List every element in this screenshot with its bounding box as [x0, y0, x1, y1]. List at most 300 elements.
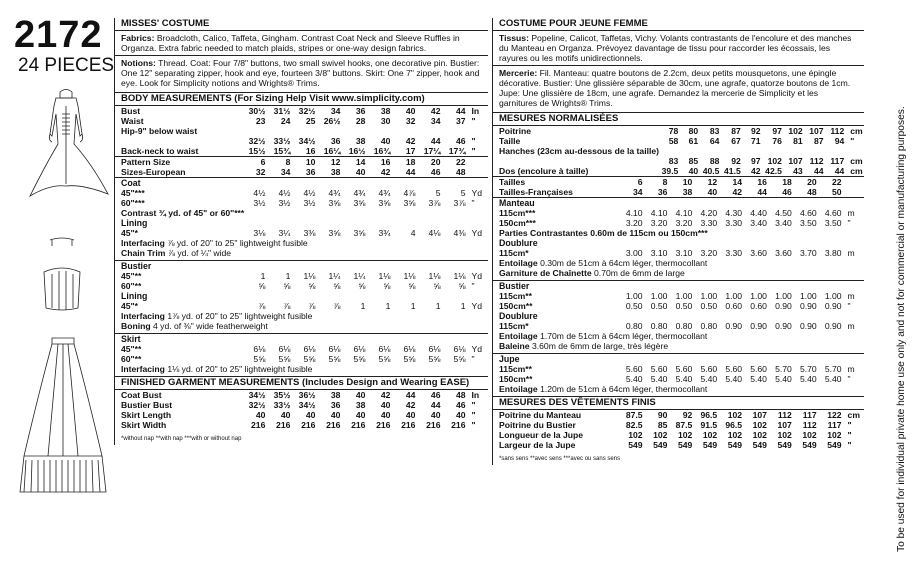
cell-value: 92 — [682, 410, 693, 420]
cell-value: 1.00 — [824, 291, 842, 301]
table-row — [115, 136, 488, 146]
cell-value: 5⅝ — [303, 354, 316, 364]
coat-sketch — [22, 84, 110, 204]
cell-value: 34 — [632, 187, 643, 197]
cell-value: 92 — [751, 126, 761, 136]
cell-value: ⅝ — [408, 281, 416, 291]
unit: " — [847, 440, 852, 450]
bustier-lining-title: Lining — [121, 291, 148, 301]
cell-value: 3.40 — [750, 218, 767, 228]
table-row — [493, 410, 864, 420]
table-row — [115, 390, 488, 400]
table-row — [115, 281, 488, 291]
fabrics-text: Broadcloth, Calico, Taffeta, Gingham. Contrast Coat Neck and Sleeve Ruffles in Organza. Extra fabric needed to match plaids, stripes or one-way design fabrics. — [121, 33, 460, 53]
cell-value: 4.60 — [799, 208, 817, 218]
cell-value: 216 — [426, 420, 441, 430]
cell-value: 112 — [830, 126, 845, 136]
cell-value: 92 — [731, 156, 741, 166]
cell-value: 1.00 — [775, 291, 792, 301]
unit: " — [471, 198, 475, 208]
table-row — [493, 301, 864, 311]
unit: " — [471, 420, 476, 430]
cell-value: 40 — [305, 410, 316, 420]
english-title: MISSES' COSTUME — [115, 18, 488, 31]
cell-value — [317, 126, 342, 136]
unit: m — [847, 208, 855, 218]
cell-value: 0.80 — [625, 321, 643, 331]
unit: " — [847, 430, 852, 440]
cell-value: 5.60 — [725, 364, 743, 374]
cell-value: 549 — [653, 440, 668, 450]
unit: m — [847, 291, 855, 301]
cell-value: 5.60 — [650, 364, 668, 374]
skirt-sketch — [18, 336, 108, 496]
row-label: Poitrine — [499, 126, 531, 136]
row-label: Back-neck to waist — [121, 146, 199, 156]
cell-value: 18 — [782, 177, 792, 187]
cell-value: 102 — [628, 430, 643, 440]
cell-value: 1.00 — [650, 291, 668, 301]
row-label: Bust — [121, 106, 141, 116]
table-row — [115, 301, 488, 311]
cell-value — [392, 126, 417, 136]
cell-value: 4¾ — [353, 188, 366, 198]
cell-value — [267, 126, 292, 136]
cell-value: 3.10 — [675, 248, 693, 258]
unit: In — [471, 390, 480, 400]
cell-value: 0.90 — [799, 301, 817, 311]
cell-value: 6⅛ — [403, 344, 416, 354]
cell-value: 30½ — [248, 106, 266, 116]
row-label: 45"* — [121, 228, 138, 238]
table-row — [115, 400, 488, 410]
unit: " — [850, 136, 855, 146]
cell-value: ⅝ — [383, 281, 391, 291]
english-finished-header: FINISHED GARMENT MEASUREMENTS (Includes Design and Wearing EASE) — [115, 376, 488, 390]
bustier-title-fr: Bustier — [499, 281, 530, 291]
cell-value: 117 — [827, 420, 842, 430]
cell-value: 40 — [405, 106, 416, 116]
cell-value: 1.00 — [725, 291, 743, 301]
row-label: 115cm** — [499, 364, 532, 374]
cell-value: 20 — [430, 157, 441, 167]
cell-value: 4.10 — [650, 208, 668, 218]
bustier-interfacing-fr: Entoilage 1.70m de 51cm à 64cm léger, thermocollant — [499, 331, 708, 341]
cell-value: 112 — [802, 420, 817, 430]
cell-value: 3⅞ — [453, 198, 466, 208]
boning: Boning 4 yd. of ⅜" wide featherweight — [121, 321, 268, 331]
cell-value: ⅞ — [258, 301, 266, 311]
french-footnote: *sans sens **avec sens ***avec ou sans sens — [499, 456, 621, 462]
cell-value: 87 — [813, 136, 824, 146]
cell-value: 44 — [834, 166, 845, 176]
table-row — [115, 344, 488, 354]
bustier-sketch — [32, 236, 92, 316]
cell-value: 97 — [751, 156, 761, 166]
cell-value: 16 — [305, 146, 316, 156]
cell-value: 40 — [355, 390, 366, 400]
cell-value: 40 — [280, 410, 291, 420]
cell-value: 94 — [834, 136, 845, 146]
table-row — [493, 146, 864, 156]
unit: cm — [850, 166, 863, 176]
unit — [846, 146, 864, 156]
unit — [468, 167, 489, 177]
cell-value: 48 — [455, 167, 466, 177]
cell-value: 32½ — [248, 136, 266, 146]
cell-value: 1 — [285, 271, 291, 281]
cell-value: 4.50 — [775, 208, 792, 218]
cell-value: 40 — [355, 410, 366, 420]
cell-value: 1⅛ — [453, 271, 466, 281]
bustier-interfacing: Interfacing 1⅞ yd. of 20" to 25" lightweight fusible — [121, 311, 313, 321]
cell-value: 0.90 — [775, 301, 792, 311]
manteau-interfacing: Entoilage 0.30m de 51cm à 64cm léger, thermocollant — [499, 258, 708, 268]
cell-value: 88 — [709, 156, 720, 166]
row-label: Hanches (23cm au-dessous de la taille) — [499, 146, 659, 156]
cell-value: 216 — [251, 420, 266, 430]
cell-value: 85 — [657, 420, 668, 430]
cell-value: 20 — [807, 177, 817, 187]
cell-value: 46 — [430, 167, 441, 177]
cell-value: 14 — [355, 157, 366, 167]
cell-value: 42 — [430, 106, 441, 116]
cell-value: 43 — [793, 166, 803, 176]
cell-value: 40 — [330, 410, 341, 420]
usage-disclaimer-text: To be used for individual private home use only and not for commercial or manufacturing purposes. — [896, 106, 907, 552]
row-label: Poitrine du Bustier — [499, 420, 576, 430]
cell-value: 44 — [430, 400, 441, 410]
cell-value: ⅝ — [283, 281, 291, 291]
cell-value — [342, 126, 367, 136]
cell-value: 32 — [405, 116, 416, 126]
chain-trim: Chain Trim ⅞ yd. of ¼" wide — [121, 248, 232, 258]
cell-value: 5⅝ — [278, 354, 291, 364]
boning-fr: Baleine 3.60m de 6mm de large, très légère — [499, 341, 669, 351]
table-row — [115, 146, 488, 156]
pieces-count: 24 PIECES — [18, 55, 115, 76]
cell-value: 216 — [401, 420, 416, 430]
cell-value: 5.60 — [675, 364, 693, 374]
cell-value: 34½ — [298, 136, 316, 146]
cell-value: 15¾ — [273, 146, 291, 156]
cell-value: 3⅝ — [328, 198, 341, 208]
row-label: Skirt Length — [121, 410, 172, 420]
notions-label: Notions: — [121, 58, 156, 68]
cell-value: 81 — [793, 136, 803, 146]
cell-value: 1 — [410, 301, 416, 311]
unit: Yd — [471, 228, 483, 238]
cell-value: 102 — [788, 126, 803, 136]
row-label: Dos (encolure à taille) — [499, 166, 589, 176]
unit: Yd — [471, 301, 483, 311]
cell-value: 30 — [380, 116, 391, 126]
cell-value: 1.00 — [700, 291, 718, 301]
cell-value: 36 — [355, 106, 366, 116]
cell-value: 122 — [827, 410, 842, 420]
cell-value: 38 — [682, 187, 693, 197]
cell-value: 41.5 — [724, 166, 741, 176]
cell-value: 5⅝ — [253, 354, 266, 364]
cell-value: 12 — [707, 177, 718, 187]
cell-value: 4½ — [253, 188, 266, 198]
cell-value: 42 — [405, 136, 416, 146]
cell-value: 16¾ — [373, 146, 391, 156]
cell-value: 102 — [752, 430, 767, 440]
table-row — [115, 106, 488, 116]
cell-value: 3½ — [253, 198, 266, 208]
cell-value: 28 — [355, 116, 366, 126]
unit: m — [847, 248, 855, 258]
cell-value: 3.20 — [625, 218, 643, 228]
cell-value: 216 — [301, 420, 316, 430]
cell-value: 0.90 — [824, 321, 842, 331]
cell-value: 46 — [455, 400, 466, 410]
cell-value: 23 — [255, 116, 266, 126]
unit — [468, 126, 489, 136]
unit: Yd — [471, 188, 483, 198]
cell-value: 107 — [777, 420, 792, 430]
english-body-header: BODY MEASUREMENTS (For Sizing Help Visit www.simplicity.com) — [115, 92, 488, 106]
cell-value: 58 — [668, 136, 679, 146]
usage-disclaimer — [882, 12, 907, 572]
cell-value: 5.40 — [625, 374, 643, 384]
cell-value: 5.70 — [799, 364, 817, 374]
row-label: Pattern Size — [121, 157, 171, 167]
cell-value: 32½ — [298, 106, 316, 116]
cell-value: 26½ — [323, 116, 341, 126]
manteau-lining-title: Doublure — [499, 238, 538, 248]
bustier-title: Bustier — [121, 261, 152, 271]
cell-value: 549 — [702, 440, 718, 450]
cell-value: 5⅝ — [428, 354, 441, 364]
cell-value: 3⅝ — [403, 198, 416, 208]
french-coat-lining-table — [493, 248, 864, 258]
cell-value: 216 — [351, 420, 366, 430]
cell-value: 39.5 — [661, 166, 679, 176]
cell-value — [292, 126, 317, 136]
cell-value: 16½ — [348, 146, 366, 156]
cell-value: 0.80 — [700, 321, 718, 331]
english-bustier-table — [115, 271, 488, 291]
cell-value: 61 — [688, 136, 699, 146]
row-label: Poitrine du Manteau — [499, 410, 582, 420]
cell-value: 4.20 — [700, 208, 718, 218]
coat-lining-title: Lining — [121, 218, 148, 228]
unit: " — [471, 146, 476, 156]
pattern-number: 2172 — [14, 14, 103, 56]
row-label: Waist — [121, 116, 144, 126]
cell-value: 40 — [380, 410, 391, 420]
cell-value: 40 — [405, 410, 416, 420]
cell-value: 102 — [827, 430, 842, 440]
fabrics-text-fr: Popeline, Calicot, Taffetas, Vichy. Volants contrastants de l'encolure et des manches du Manteau en Organza. Prévoyez davantage de tissu pour raccorder les écossais, les rayures ou les motifs unidirectionnels. — [499, 33, 852, 63]
cell-value: 549 — [677, 440, 693, 450]
cell-value: 102 — [727, 430, 743, 440]
cell-value: 0.90 — [799, 321, 817, 331]
jupe-interfacing: Entoilage 1.20m de 51cm à 64cm léger, thermocollant — [499, 384, 708, 394]
cell-value: 6⅛ — [453, 344, 466, 354]
cell-value: 40 — [255, 410, 266, 420]
row-label — [115, 136, 242, 146]
fabrics-label-fr: Tissus: — [499, 33, 529, 43]
table-row — [493, 248, 864, 258]
unit — [844, 187, 864, 197]
cell-value: ⅝ — [458, 281, 466, 291]
cell-value: 5 — [435, 188, 441, 198]
cell-value: 5.40 — [700, 374, 718, 384]
cell-value: 0.90 — [824, 301, 842, 311]
table-row — [115, 188, 488, 198]
cell-value: 5.60 — [625, 364, 643, 374]
cell-value: 102 — [702, 430, 718, 440]
table-row — [115, 420, 488, 430]
cell-value: 102 — [727, 410, 743, 420]
table-row — [493, 364, 864, 374]
cell-value: 38 — [355, 136, 366, 146]
cell-value: 216 — [451, 420, 466, 430]
cell-value: 0.90 — [775, 321, 792, 331]
cell-value: 3.20 — [650, 218, 668, 228]
cell-value: 3.60 — [750, 248, 767, 258]
cell-value: 4.40 — [750, 208, 767, 218]
cell-value: 40 — [380, 136, 391, 146]
unit: " — [471, 136, 476, 146]
cell-value: 37 — [455, 116, 466, 126]
cell-value: 83 — [668, 156, 679, 166]
cell-value: 25 — [305, 116, 316, 126]
bustier-lining-title-fr: Doublure — [499, 311, 538, 321]
cell-value: 38 — [330, 167, 341, 177]
cell-value: 36 — [305, 167, 316, 177]
cell-value: 0.60 — [750, 301, 767, 311]
row-label: Largeur de la Jupe — [499, 440, 576, 450]
manteau-contrast: Parties Contrastantes 0.60m de 115cm ou 150cm*** — [499, 228, 708, 238]
cell-value: 3.50 — [824, 218, 842, 228]
cell-value: 14 — [732, 177, 743, 187]
cell-value: 1¼ — [353, 271, 366, 281]
cell-value: ⅝ — [333, 281, 341, 291]
table-row — [115, 167, 488, 177]
cell-value — [826, 146, 847, 156]
cell-value: 50 — [831, 187, 842, 197]
cell-value: 107 — [809, 126, 824, 136]
coat-title: Coat — [121, 178, 141, 188]
french-notions — [493, 65, 864, 110]
cell-value: 10 — [682, 177, 693, 187]
cell-value: 5.40 — [750, 374, 767, 384]
cell-value: ⅝ — [258, 281, 266, 291]
row-label: 150cm** — [499, 301, 533, 311]
cell-value: 0.50 — [700, 301, 718, 311]
cell-value — [700, 146, 721, 156]
table-row — [115, 354, 488, 364]
cell-value: 42 — [751, 166, 761, 176]
english-notions — [115, 55, 488, 90]
cell-value: 44 — [455, 106, 466, 116]
table-row — [493, 440, 864, 450]
cell-value: ⅝ — [358, 281, 366, 291]
cell-value: 1.00 — [799, 291, 817, 301]
table-row — [493, 156, 864, 166]
cell-value: 96.5 — [700, 410, 718, 420]
cell-value: 36½ — [298, 390, 316, 400]
coat-contrast: Contrast ¾ yd. of 45" or 60"*** — [121, 208, 245, 218]
cell-value: 38 — [330, 390, 341, 400]
cell-value: 1 — [360, 301, 366, 311]
french-panel — [492, 18, 864, 465]
skirt-title: Skirt — [121, 334, 141, 344]
cell-value: 8 — [285, 157, 291, 167]
cell-value: 0.80 — [675, 321, 693, 331]
row-label: Bustier Bust — [121, 400, 173, 410]
cell-value: 83 — [709, 126, 720, 136]
unit: " — [847, 301, 851, 311]
coat-interfacing: Interfacing ⅞ yd. of 20" to 25" lightweight fusible — [121, 238, 308, 248]
cell-value: 10 — [305, 157, 316, 167]
cell-value: 64 — [709, 136, 720, 146]
row-label: 60"** — [121, 354, 142, 364]
french-body-table — [493, 126, 864, 176]
cell-value: 44 — [405, 167, 416, 177]
cell-value: ⅞ — [333, 301, 341, 311]
cell-value: 6⅛ — [353, 344, 366, 354]
french-bustier-table — [493, 291, 864, 311]
cell-value: 1⅛ — [403, 271, 416, 281]
cell-value: 112 — [777, 410, 792, 420]
cell-value: 6 — [260, 157, 266, 167]
cell-value: 0.60 — [725, 301, 743, 311]
table-row — [115, 271, 488, 281]
cell-value: 18 — [405, 157, 416, 167]
unit — [844, 177, 864, 187]
cell-value: 216 — [326, 420, 341, 430]
cell-value: 16¼ — [323, 146, 341, 156]
english-coat-table — [115, 188, 488, 208]
cell-value: 549 — [752, 440, 767, 450]
cell-value: 1 — [260, 271, 266, 281]
french-bustier-lining-table — [493, 321, 864, 331]
unit — [468, 157, 489, 167]
unit: cm — [847, 410, 860, 420]
cell-value: 67 — [731, 136, 741, 146]
cell-value: 4¾ — [378, 188, 391, 198]
cell-value: 3.20 — [675, 218, 693, 228]
cell-value: 40 — [355, 167, 366, 177]
cell-value: 3.50 — [799, 218, 817, 228]
row-label: 115cm*** — [499, 208, 536, 218]
cell-value: 33½ — [273, 136, 291, 146]
cell-value: ⅞ — [283, 301, 291, 311]
table-row — [493, 430, 864, 440]
row-label: 150cm** — [499, 374, 533, 384]
table-row — [493, 126, 864, 136]
cell-value: 549 — [802, 440, 817, 450]
cell-value — [442, 126, 467, 136]
cell-value: 117 — [802, 410, 817, 420]
table-row — [493, 321, 864, 331]
unit: " — [471, 400, 476, 410]
cell-value: 6⅛ — [278, 344, 291, 354]
cell-value: 85 — [688, 156, 699, 166]
cell-value: 4½ — [278, 188, 291, 198]
cell-value: 22 — [455, 157, 466, 167]
unit: Yd — [471, 271, 483, 281]
cell-value: 6⅛ — [378, 344, 391, 354]
cell-value: 34 — [280, 167, 291, 177]
cell-value: 3⅝ — [378, 198, 391, 208]
chain-trim-fr: Garniture de Chaînette 0.70m de 6mm de large — [499, 268, 685, 278]
